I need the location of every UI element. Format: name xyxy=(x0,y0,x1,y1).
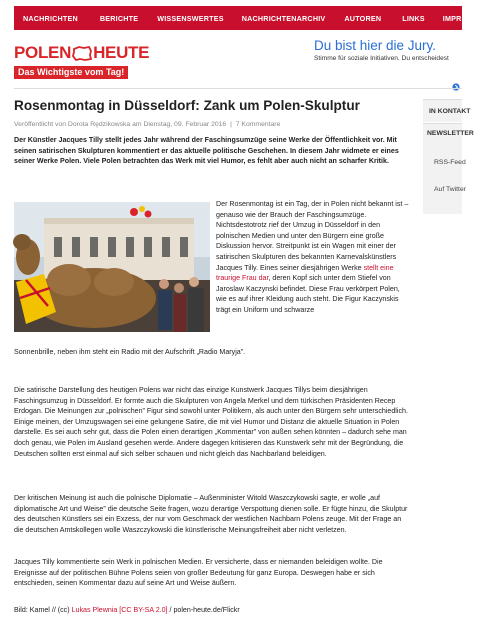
sidebar-heading-newsletter: NEWSLETTER xyxy=(427,130,474,137)
nav-item-impressum[interactable]: IMPRESSUM xyxy=(442,13,488,23)
ad-title: Du bist hier die Jury. xyxy=(314,38,437,53)
nav-item-autoren[interactable]: AUTOREN xyxy=(344,13,382,23)
top-navigation xyxy=(0,0,488,36)
article-paragraph-1 xyxy=(216,199,412,316)
nav-item-nachrichtenarchiv[interactable]: NACHRICHTENARCHIV xyxy=(241,13,326,23)
advertisement-banner[interactable] xyxy=(314,38,462,72)
credit-text-a: Bild: Kamel // (cc) xyxy=(14,606,72,614)
sidebar-heading-contact: IN KONTAKT xyxy=(429,108,471,115)
header-divider xyxy=(14,88,462,89)
article-paragraph-3: Der kritischen Meinung ist auch die polnische Diplomatie – Außenminister Witold Waszczykowski sagte, er wolle „auf diplomatische Art und Weise” die deutsche Seite fragen, wozu derartige Verspottung dienen solle. Er fügte hinzu, die Skulptur des deutschen Künstlers sei ein Exzess, der nur vom Geschmack der westlichen Nachbarn Polens zeuge. Mit der Frage an die deutschen Amtskollegen wolle Waszczykowski die künstlerische Meinungsfreiheit aber nicht verletzen. xyxy=(14,494,408,534)
sidebar xyxy=(423,99,474,299)
logo-wordmark xyxy=(14,44,174,62)
article-paragraph-4: Jacques Tilly kommentierte sein Werk in polnischen Medien. Er versicherte, dass er niemanden beleidigen wollte. Die Ereignisse auf der politischen Bühne Polens seien von großer Bedeutung für ganz Europa. Deswegen habe er sich entschieden, seinen Kommentar dazu auf seine Art und Weise äußern. xyxy=(14,558,383,588)
article-meta xyxy=(14,120,414,129)
ad-subtitle: Stimme für soziale Initiativen. Du entscheidest xyxy=(314,55,449,62)
article-paragraph-1-end: Sonnenbrille, neben ihm steht ein Radio mit der Aufschrift „Radio Maryja”. xyxy=(14,348,246,356)
p1-text-a: Der Rosenmontag ist ein Tag, der in Polen nicht bekannt ist – genauso wie der Brauch der Faschingsumzüge. Nichtsdestotrotz rief der Umzug in Düsseldorf in den polnischen Medien und unter den Bürgern eine große Diskussion hervor. Streitpunkt ist ein Wagen mit einer der satirischen Skulpturen des bekannten Karnevalskünstlers Jacques Tilly. Eines seiner diesjährigen Werke xyxy=(216,200,409,272)
article-header xyxy=(14,98,414,167)
article-photo xyxy=(14,202,210,332)
article-paragraph-2: Die satirische Darstellung des heutigen Polens war nicht das einzige Kunstwerk Jacques Tillys beim diesjährigen Faschingsumzug in Düsseldorf. Er formte auch die Skulpturen von Angela Merkel und dem türkischen Präsidenten Recep Erdogan. Die Meinungen zur „polnischen” Figur sind sowohl unter Politikern, als auch unter den Bürgern sehr unterschiedlich. Einige meinen, der Umzugswagen sei eine gelungene Satire, die mit viel Humor und Distanz die aktuelle Situation in Polen darstelle. Es sei auch sehr gut, dass die Polen einen derartigen „Kommentar” von außen sehen könnten – dadurch sehe man doch genau, wie Polen im Ausland gesehen werde. Andere dagegen kritisieren das Kunstwerk sehr mit der Begründung, die Deutschen sollten erst einmal auf sich selber schauen und nicht gleich das Nachbarland beleidigen. xyxy=(14,386,408,458)
logo-part-polen: POLEN xyxy=(14,43,72,62)
sidebar-box-newsletter xyxy=(423,123,474,214)
sidebar-box-contact xyxy=(423,99,471,122)
ad-arrow-icon[interactable] xyxy=(452,83,460,91)
sidebar-rss-link[interactable] xyxy=(430,159,466,166)
nav-item-wissenswertes[interactable]: WISSENSWERTES xyxy=(157,13,224,23)
sidebar-twitter-label: Auf Twitter xyxy=(434,186,466,193)
nav-item-nachrichten[interactable]: NACHRICHTEN xyxy=(23,13,78,23)
article-title: Rosenmontag in Düsseldorf: Zank um Polen-Skulptur xyxy=(14,98,360,113)
sidebar-rss-label: RSS-Feed xyxy=(434,159,466,166)
article-comments-link[interactable]: 7 Kommentare xyxy=(235,121,281,128)
logo-tagline: Das Wichtigste vom Tag! xyxy=(14,66,128,79)
nav-item-links[interactable]: LINKS xyxy=(402,13,425,23)
poland-map-icon xyxy=(72,46,92,61)
credit-author-link[interactable]: Lukas Plewnia xyxy=(71,606,118,614)
photo-credit xyxy=(14,605,412,616)
sidebar-twitter-link[interactable] xyxy=(430,186,466,193)
article-published: Veröffentlicht von Dorota Rędzikowska am Dienstag, 09. Februar 2016 xyxy=(14,121,227,128)
nav-item-berichte[interactable]: BERICHTE xyxy=(99,13,139,23)
sculpture-link[interactable]: stellt eine traurige Frau dar xyxy=(216,263,394,283)
meta-separator: | xyxy=(230,121,232,128)
credit-license-link[interactable]: [CC BY-SA 2.0] xyxy=(119,606,168,614)
p1-text-b: , deren Kopf sich unter dem Stiefel von Jaroslaw Kaczynski befindet. Diese Frau verkörpert Polen, wie es auf ihrer Kleidung auch steht. Die Figur Kaczynskis trägt ein Uniform und schwarze xyxy=(216,274,400,314)
nav-bar xyxy=(14,6,488,30)
logo-part-heute: HEUTE xyxy=(93,43,150,62)
credit-text-b: / polen-heute.de/Flickr xyxy=(167,606,240,614)
article-lead: Der Künstler Jacques Tilly stellt jedes Jahr während der Faschingsumzüge seine Werke der Öffentlichkeit vor. Mit seinen satirischen Skulpturen kommentiert er das aktuelle politische Geschehen. In diesem Jahr widmete er eines seiner Werke Polen. Viele Polen betrachten das Werk mit viel Humor, es fehlt aber auch nicht an scharfer Kritik. xyxy=(14,136,399,166)
site-logo[interactable] xyxy=(14,44,174,80)
